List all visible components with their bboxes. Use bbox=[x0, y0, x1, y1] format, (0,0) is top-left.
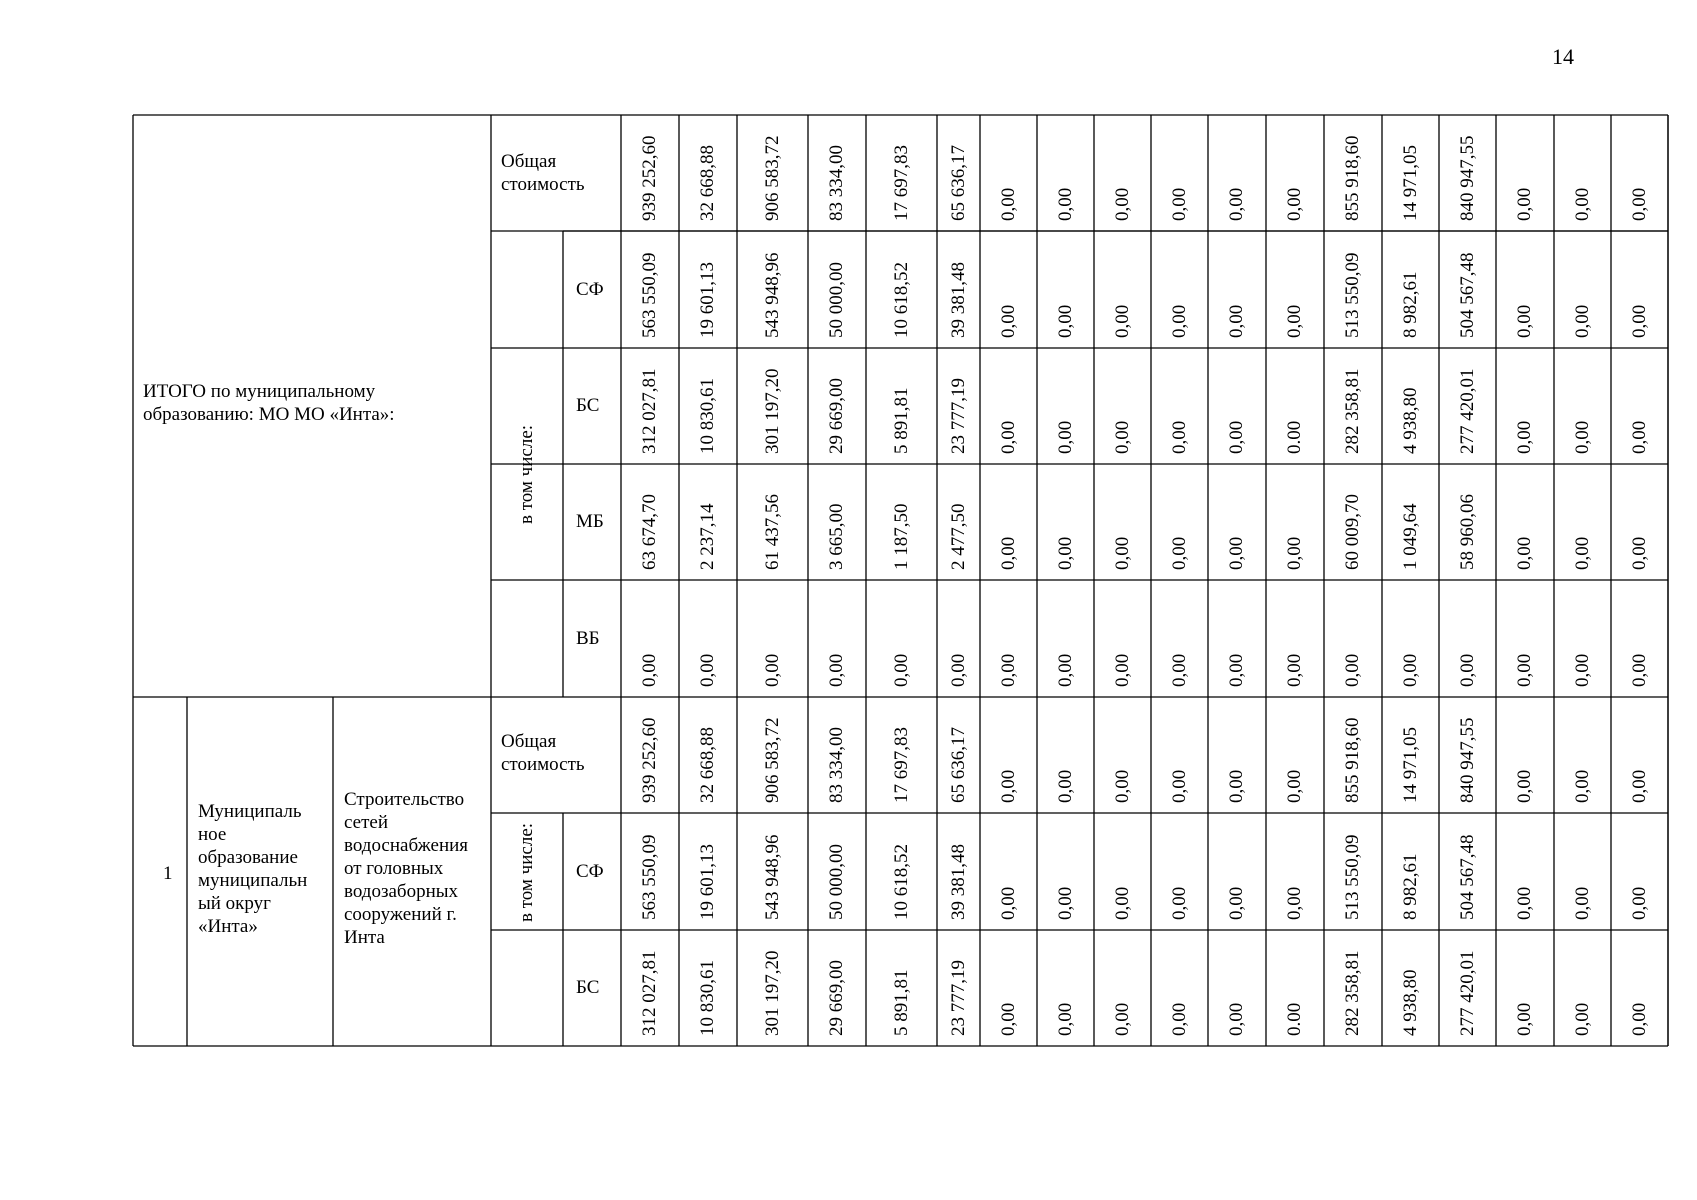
table-cell: 277 420,01 bbox=[1456, 368, 1478, 454]
table-cell: 0,00 bbox=[1226, 187, 1247, 221]
table-cell: 0,00 bbox=[1111, 1002, 1133, 1036]
table-cell: 0,00 bbox=[1168, 1002, 1190, 1036]
item-general-label: Общая стоимость bbox=[501, 731, 585, 775]
table-cell: 23 777,19 bbox=[947, 960, 969, 1036]
table-cell: 312 027,81 bbox=[639, 950, 660, 1036]
table-cell: 840 947,55 bbox=[1456, 717, 1478, 803]
table-cell: 0,00 bbox=[1168, 187, 1190, 221]
table-cell: 0,00 bbox=[997, 420, 1019, 454]
item-object: Строительство сетей водоснабжения от головных водозаборных сооружений г. Инта bbox=[344, 789, 469, 948]
table-cell: 0,00 bbox=[997, 304, 1019, 338]
table-cell: 0,00 bbox=[1571, 187, 1593, 221]
table-cell: 0,00 bbox=[1456, 653, 1478, 687]
table-cell: 39 381,48 bbox=[947, 262, 969, 338]
table-cell: 0,00 bbox=[1514, 420, 1535, 454]
table-cell: 301 197,20 bbox=[761, 950, 783, 1036]
table-cell: 0,00 bbox=[1226, 1002, 1247, 1036]
table-cell: 0,00 bbox=[1054, 769, 1076, 803]
table-cell: 17 697,83 bbox=[890, 727, 912, 803]
table-cell: 0,00 bbox=[1168, 886, 1190, 920]
row-code: БС bbox=[576, 395, 600, 416]
table-cell: 5 891,81 bbox=[890, 969, 912, 1036]
table-cell: 939 252,60 bbox=[639, 717, 660, 803]
table-cell: 2 477,50 bbox=[947, 503, 969, 570]
table-cell: 0,00 bbox=[1226, 769, 1247, 803]
table-cell: 14 971,05 bbox=[1399, 727, 1421, 803]
table-cell: 0,00 bbox=[1571, 769, 1593, 803]
table-cell: 0,00 bbox=[1111, 653, 1133, 687]
table-cell: 0,00 bbox=[1284, 536, 1305, 570]
table-cell: 0,00 bbox=[1054, 536, 1076, 570]
table-cell: 0,00 bbox=[1284, 769, 1305, 803]
table-cell: 0,00 bbox=[997, 769, 1019, 803]
table-cell: 563 550,09 bbox=[639, 834, 660, 920]
table-cell: 23 777,19 bbox=[947, 378, 969, 454]
table-cell: 0,00 bbox=[997, 653, 1019, 687]
table-cell: 0,00 bbox=[1571, 536, 1593, 570]
table-cell: 0,00 bbox=[1111, 187, 1133, 221]
table-cell: 8 982,61 bbox=[1399, 853, 1421, 920]
table-cell: 504 567,48 bbox=[1456, 834, 1478, 920]
table-cell: 0,00 bbox=[761, 653, 783, 687]
table-cell: 19 601,13 bbox=[697, 262, 718, 338]
table-cell: 0,00 bbox=[1571, 1002, 1593, 1036]
table-cell: 5 891,81 bbox=[890, 387, 912, 454]
table-cell: 0,00 bbox=[1226, 653, 1247, 687]
table-cell: 50 000,00 bbox=[826, 844, 847, 920]
table-cell: 0,00 bbox=[1628, 1002, 1650, 1036]
table-cell: 10 830,61 bbox=[697, 378, 718, 454]
table-cell: 0,00 bbox=[890, 653, 912, 687]
table-cell: 58 960,06 bbox=[1456, 494, 1478, 570]
table-cell: 0,00 bbox=[1168, 420, 1190, 454]
table-cell: 29 669,00 bbox=[826, 378, 847, 454]
table-cell: 513 550,09 bbox=[1342, 252, 1363, 338]
table-cell: 0,00 bbox=[1054, 304, 1076, 338]
table-cell: 14 971,05 bbox=[1399, 145, 1421, 221]
table-cell: 0,00 bbox=[1054, 420, 1076, 454]
table-cell: 0,00 bbox=[1514, 886, 1535, 920]
table-cell: 4 938,80 bbox=[1399, 969, 1421, 1036]
table-cell: 2 237,14 bbox=[697, 503, 718, 570]
table-cell: 0,00 bbox=[1628, 420, 1650, 454]
table-cell: 0,00 bbox=[1628, 304, 1650, 338]
table-cell: 0,00 bbox=[1168, 653, 1190, 687]
table-cell: 65 636,17 bbox=[947, 145, 969, 221]
table-cell: 0,00 bbox=[697, 653, 718, 687]
table-cell: 0,00 bbox=[1628, 769, 1650, 803]
table-cell: 0,00 bbox=[1226, 886, 1247, 920]
table-cell: 282 358,81 bbox=[1342, 950, 1363, 1036]
table-cell: 0,00 bbox=[1284, 187, 1305, 221]
item-municipality: Муниципаль ное образование муниципальн ый округ «Инта» bbox=[198, 801, 308, 937]
row-code: ВБ bbox=[576, 627, 600, 649]
table-cell: 0,00 bbox=[1628, 886, 1650, 920]
table-cell: 0,00 bbox=[1226, 420, 1247, 454]
item-number: 1 bbox=[163, 863, 173, 884]
table-cell: 0,00 bbox=[1054, 886, 1076, 920]
table-cell: 855 918,60 bbox=[1342, 135, 1363, 221]
table-cell: 0.00 bbox=[1284, 1002, 1305, 1036]
table-cell: 0,00 bbox=[1628, 653, 1650, 687]
table-cell: 32 668,88 bbox=[697, 145, 718, 221]
table-cell: 0,00 bbox=[1514, 304, 1535, 338]
table-cell: 504 567,48 bbox=[1456, 252, 1478, 338]
table-cell: 0,00 bbox=[1399, 653, 1421, 687]
table-cell: 0,00 bbox=[1054, 1002, 1076, 1036]
table-cell: 0,00 bbox=[997, 536, 1019, 570]
table-cell: 312 027,81 bbox=[639, 368, 660, 454]
table-cell: 0,00 bbox=[997, 886, 1019, 920]
table-cell: 60 009,70 bbox=[1342, 494, 1363, 570]
table-cell: 906 583,72 bbox=[761, 717, 783, 803]
table-cell: 0,00 bbox=[1111, 420, 1133, 454]
table-cell: 1 049,64 bbox=[1399, 503, 1421, 570]
table-cell: 0.00 bbox=[1284, 420, 1305, 454]
table-cell: 17 697,83 bbox=[890, 145, 912, 221]
table-cell: 63 674,70 bbox=[639, 494, 660, 570]
row-code: МБ bbox=[576, 511, 604, 532]
row-code: СФ bbox=[576, 278, 604, 300]
table-cell: 0,00 bbox=[1514, 769, 1535, 803]
table-cell: 10 618,52 bbox=[890, 844, 912, 920]
total-title: ИТОГО по муниципальному образованию: МО МО «Инта»: bbox=[143, 381, 395, 425]
table-cell: 29 669,00 bbox=[826, 960, 847, 1036]
table-cell: 61 437,56 bbox=[761, 494, 783, 570]
table-cell: 0,00 bbox=[1628, 187, 1650, 221]
table-cell: 0,00 bbox=[1514, 653, 1535, 687]
table-cell: 50 000,00 bbox=[826, 262, 847, 338]
table-cell: 0,00 bbox=[1111, 536, 1133, 570]
table-cell: 0,00 bbox=[1571, 304, 1593, 338]
table-cell: 543 948,96 bbox=[761, 834, 783, 920]
row-code: СФ bbox=[576, 860, 604, 882]
table-cell: 0,00 bbox=[1571, 420, 1593, 454]
table-cell: 10 830,61 bbox=[697, 960, 718, 1036]
table-cell: 32 668,88 bbox=[697, 727, 718, 803]
table-cell: 0,00 bbox=[639, 653, 660, 687]
page-number: 14 bbox=[1552, 44, 1574, 69]
table-cell: 0,00 bbox=[1571, 653, 1593, 687]
table-cell: 277 420,01 bbox=[1456, 950, 1478, 1036]
table-cell: 0,00 bbox=[1168, 769, 1190, 803]
table-cell: 0,00 bbox=[1514, 536, 1535, 570]
table-cell: 0,00 bbox=[1514, 1002, 1535, 1036]
table-cell: 19 601,13 bbox=[697, 844, 718, 920]
table-cell: 0,00 bbox=[1111, 304, 1133, 338]
table-cell: 0,00 bbox=[1168, 536, 1190, 570]
table-cell: 0,00 bbox=[1571, 886, 1593, 920]
table-cell: 0,00 bbox=[1111, 769, 1133, 803]
table-cell: 301 197,20 bbox=[761, 368, 783, 454]
table-cell: 0,00 bbox=[1054, 653, 1076, 687]
table-cell: 4 938,80 bbox=[1399, 387, 1421, 454]
table-cell: 543 948,96 bbox=[761, 252, 783, 338]
table-cell: 563 550,09 bbox=[639, 252, 660, 338]
row-code: БС bbox=[576, 977, 600, 998]
table-cell: 282 358,81 bbox=[1342, 368, 1363, 454]
item-including-label: в том числе: bbox=[516, 822, 537, 922]
table-cell: 83 334,00 bbox=[826, 727, 847, 803]
table-cell: 10 618,52 bbox=[890, 262, 912, 338]
table-cell: 906 583,72 bbox=[761, 135, 783, 221]
table-cell: 1 187,50 bbox=[890, 503, 912, 570]
table-cell: 39 381,48 bbox=[947, 844, 969, 920]
table-cell: 0,00 bbox=[826, 653, 847, 687]
total-including-label: в том числе: bbox=[516, 424, 537, 524]
table-cell: 0,00 bbox=[1628, 536, 1650, 570]
table-cell: 0,00 bbox=[947, 653, 969, 687]
table-cell: 513 550,09 bbox=[1342, 834, 1363, 920]
table-cell: 0,00 bbox=[1284, 886, 1305, 920]
table-cell: 0,00 bbox=[1284, 304, 1305, 338]
table-cell: 0,00 bbox=[1284, 653, 1305, 687]
table-cell: 0,00 bbox=[1111, 886, 1133, 920]
table-cell: 0,00 bbox=[997, 1002, 1019, 1036]
table-cell: 83 334,00 bbox=[826, 145, 847, 221]
table-cell: 0,00 bbox=[1168, 304, 1190, 338]
table-cell: 65 636,17 bbox=[947, 727, 969, 803]
table-cell: 939 252,60 bbox=[639, 135, 660, 221]
table-cell: 0,00 bbox=[1342, 653, 1363, 687]
table-cell: 3 665,00 bbox=[826, 503, 847, 570]
table-cell: 0,00 bbox=[1226, 536, 1247, 570]
table-cell: 0,00 bbox=[1514, 187, 1535, 221]
table-cell: 855 918,60 bbox=[1342, 717, 1363, 803]
table-cell: 0,00 bbox=[1226, 304, 1247, 338]
total-general-label: Общая стоимость bbox=[501, 151, 585, 195]
table-cell: 0,00 bbox=[997, 187, 1019, 221]
table-cell: 8 982,61 bbox=[1399, 271, 1421, 338]
table-cell: 840 947,55 bbox=[1456, 135, 1478, 221]
table-cell: 0,00 bbox=[1054, 187, 1076, 221]
